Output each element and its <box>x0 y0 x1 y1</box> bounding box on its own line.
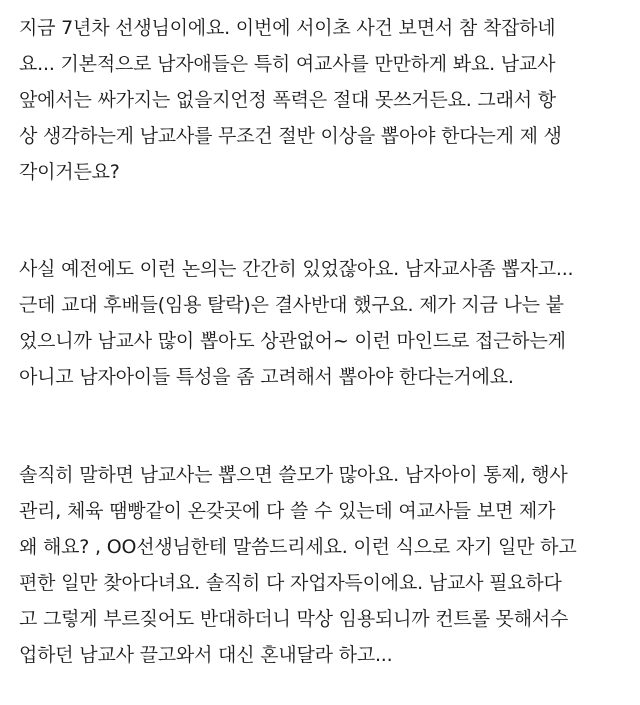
paragraph-line: 요... 기본적으로 남자애들은 특히 여교사를 만만하게 봐요. 남교사 <box>19 53 556 75</box>
paragraph-line: 앞에서는 싸가지는 없을지언정 폭력은 절대 못쓰거든요. 그래서 항 <box>19 89 556 111</box>
post-body <box>19 10 631 673</box>
paragraph-line: 지금 7년차 선생님이에요. 이번에 서이초 사건 보면서 참 착잡하네 <box>19 17 556 39</box>
paragraph-line: 관리, 체육 땜빵같이 온갖곳에 다 쓸 수 있는데 여교사들 보면 제가 <box>19 500 556 522</box>
paragraph-line: 사실 예전에도 이런 논의는 간간히 있었잖아요. 남자교사좀 뽑자고... <box>19 258 574 280</box>
paragraph-2 <box>19 251 631 395</box>
paragraph-line: 고 그렇게 부르짖어도 반대하더니 막상 임용되니까 컨트롤 못해서수 <box>19 608 569 630</box>
paragraph-spacer <box>19 395 631 457</box>
paragraph-line: 업하던 남교사 끌고와서 대신 혼내달라 하고... <box>19 644 393 666</box>
paragraph-line: 아니고 남자아이들 특성을 좀 고려해서 뽑아야 한다는거에요. <box>19 366 514 388</box>
paragraph-line: 솔직히 말하면 남교사는 뽑으면 쓸모가 많아요. 남자아이 통제, 행사 <box>19 464 568 486</box>
paragraph-3 <box>19 457 631 673</box>
paragraph-line: 왜 해요? , OO선생님한테 말씀드리세요. 이런 식으로 자기 일만 하고 <box>19 536 577 558</box>
paragraph-spacer <box>19 190 631 251</box>
paragraph-line: 각이거든요? <box>19 161 120 183</box>
paragraph-line: 상 생각하는게 남교사를 무조건 절반 이상을 뽑아야 한다는게 제 생 <box>19 125 562 147</box>
paragraph-line: 편한 일만 찾아다녀요. 솔직히 다 자업자득이에요. 남교사 필요하다 <box>19 572 562 594</box>
paragraph-line: 근데 교대 후배들(임용 탈락)은 결사반대 했구요. 제가 지금 나는 붙 <box>19 294 564 316</box>
paragraph-1 <box>19 10 631 190</box>
paragraph-line: 었으니까 남교사 많이 뽑아도 상관없어~ 이런 마인드로 접근하는게 <box>19 330 566 352</box>
